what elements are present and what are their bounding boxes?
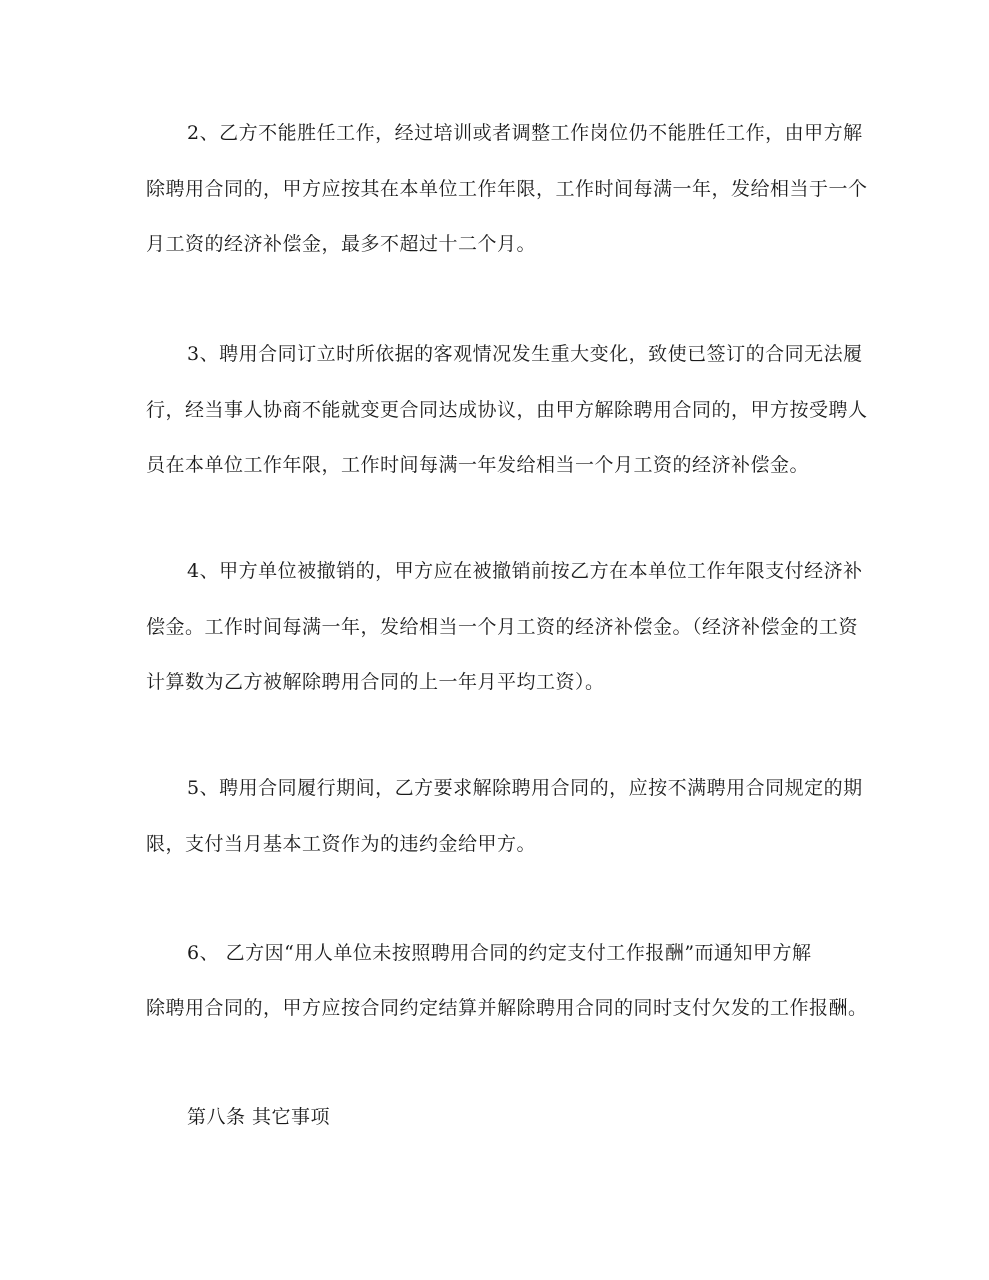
paragraph-line: 3、聘用合同订立时所依据的客观情况发生重大变化，致使已签订的合同无法履 [187,343,863,365]
paragraph-line: 除聘用合同的，甲方应按合同约定结算并解除聘用合同的同时支付欠发的工作报酬。 [146,997,868,1019]
paragraph-line: 4、甲方单位被撤销的，甲方应在被撤销前按乙方在本单位工作年限支付经济补 [187,560,863,582]
paragraph-line: 员在本单位工作年限，工作时间每满一年发给相当一个月工资的经济补偿金。 [146,454,810,476]
paragraph-line: 5、聘用合同履行期间，乙方要求解除聘用合同的，应按不满聘用合同规定的期 [187,777,863,799]
paragraph-line: 月工资的经济补偿金，最多不超过十二个月。 [146,233,537,255]
paragraph-line: 行，经当事人协商不能就变更合同达成协议，由甲方解除聘用合同的，甲方按受聘人 [146,399,868,421]
paragraph-line: 限，支付当月基本工资作为的违约金给甲方。 [146,833,537,855]
paragraph-line: 2、乙方不能胜任工作，经过培训或者调整工作岗位仍不能胜任工作，由甲方解 [187,122,863,144]
section-heading: 第八条 其它事项 [187,1106,331,1128]
paragraph-line: 6、 乙方因“用人单位未按照聘用合同的约定支付工作报酬”而通知甲方解 [187,942,812,964]
paragraph-line: 除聘用合同的，甲方应按其在本单位工作年限，工作时间每满一年，发给相当于一个 [146,178,868,200]
paragraph-line: 计算数为乙方被解除聘用合同的上一年月平均工资）。 [146,671,605,693]
paragraph-line: 偿金。工作时间每满一年，发给相当一个月工资的经济补偿金。（经济补偿金的工资 [146,616,859,638]
